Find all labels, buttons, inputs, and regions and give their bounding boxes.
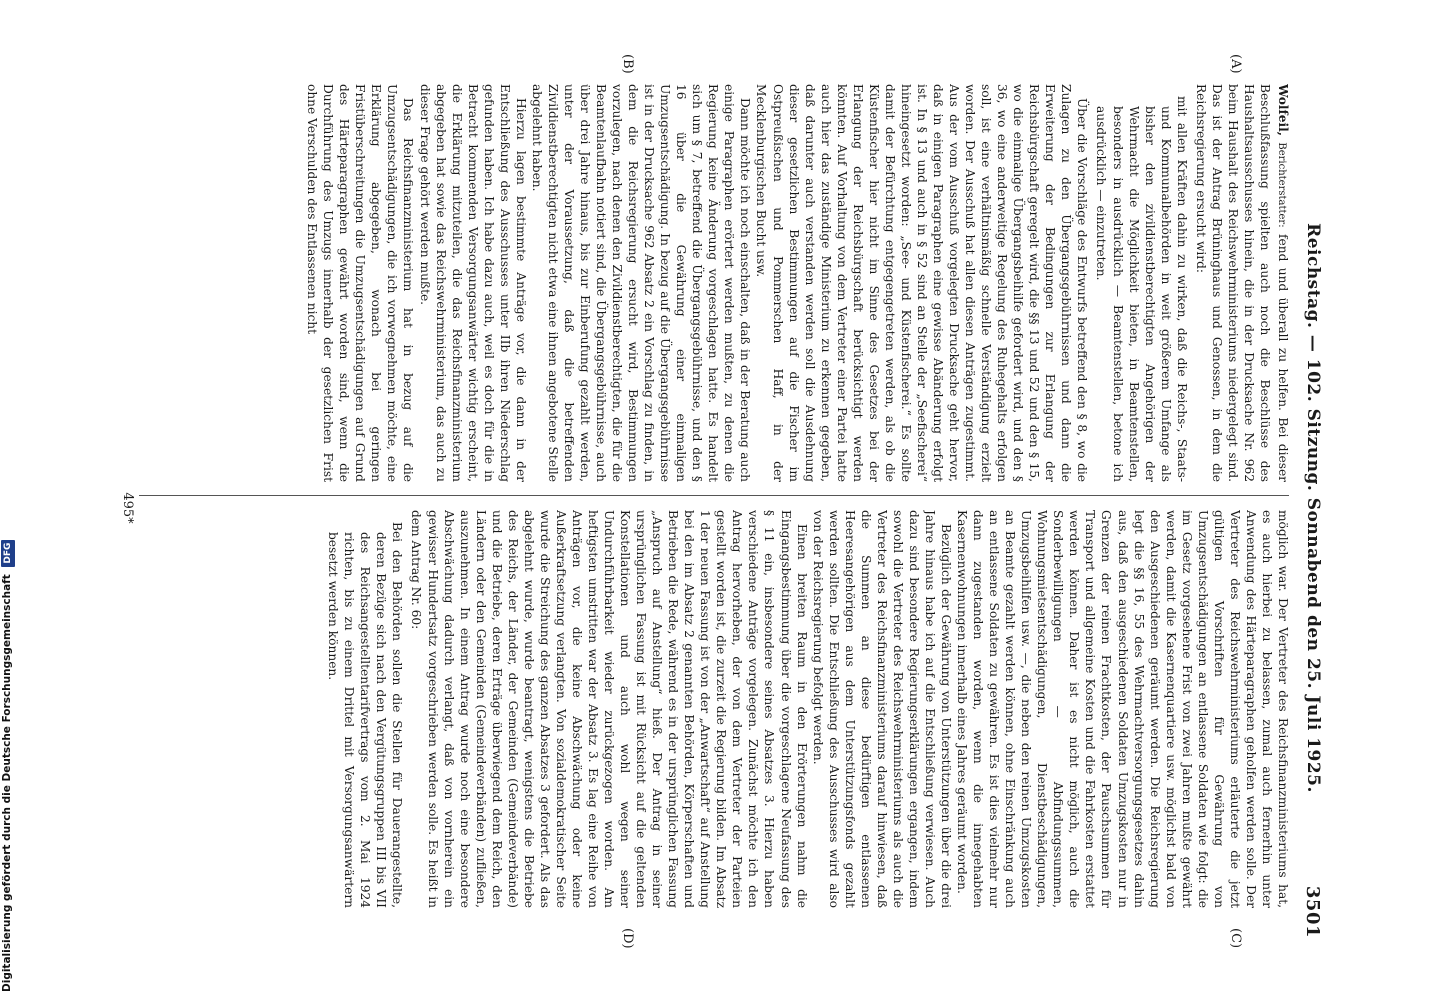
speaker-line [1193, 84, 1291, 482]
document-page [107, 54, 1325, 949]
margin-mark-c: (C) [1228, 928, 1243, 949]
digitization-footer [0, 0, 14, 1000]
header-title: Reichstag. — 102. Sitzung. Sonnabend den 25. Juli 1925. [1303, 223, 1323, 793]
page-number: 3501 [1302, 885, 1323, 938]
paragraph: fend und überall zu helfen. Bei dieser Beschlußfassung spielten auch noch die Beschlüsse des Haushaltsausschusses hinein, die in der Drucksache Nr. 962 beim Haushalt des Reichswehrministeriums niedergelegt sind. Das ist der Antrag Brüninghaus und Genossen, in dem die Reichsregierung ersucht wird: [1193, 84, 1290, 482]
speaker-role: Berichterstatter: [1276, 142, 1287, 228]
page-reference: 495* [120, 492, 135, 524]
paragraph: Das Reichsfinanzministerium hat in bezug auf die Umzugsentschädigungen, die ich vorwegnehmen möchte, eine Erklärung abgegeben, wonach bei geringen Fristüberschreitungen die Umzugsentschädigungen auf Grund des Härteparagraphen gewährt worden sind, wenn die Durchführung des Umzugs innerhalb der gesetzlichen Frist ohne Verschulden des Entlassenen nicht [305, 84, 416, 482]
paragraph: möglich war. Der Vertreter des Reichsfinanzministeriums hat, es auch hierbei zu belassen, zumal auch fernerhin unter Anwendung des Härteparagraphen geholfen werden solle. Der Vertreter des Reichswehrministeriums erläuterte die jetzt gültigen Vorschriften für Gewährung von Umzugsentschädigungen an entlassene Soldaten wie folgt: die im Gesetz vorgesehene Frist von zwei Jahren mußte gewährt werden, damit die Kasernenquartiere usw. möglichst bald von den Ausgeschiedenen geräumt werden. Die Reichsregierung legt die §§ 16, 55 des Wehrmachtversorgungsgesetzes dahin aus, daß den ausgeschiedenen Soldaten Umzugskosten nur in Grenzen der reinen Frachtkosten, der Pauschsummen für Transport und allgemeine Kosten und die Fahrkosten erstattet werden können. Daher ist es nicht möglich, auch die Sonderbewilligungen — Abfindungssummen, Wohnungsmietsentschädigungen, Dienstbeschädigungen, Umzugsbeihilfen usw. —, die neben den reinen Umzugskosten an Beamte gezahlt werden können, ohne Einschränkung auch an entlassene Soldaten zu gewähren. Es ist dies vielmehr nur dann zugestanden worden, wenn die innegehabten Kasernenwohnungen innerhalb eines Jahres geräumt worden. [955, 510, 1290, 908]
paragraph: Bezüglich der Gewährung von Unterstützungen über die drei Jahre hinaus habe ich auf die Entschließung verwiesen. Auch dazu sind besondere Regierungserklärungen ergangen, indem sowohl die Vertreter des Reichswehrministeriums als auch die Vertreter des Reichsfinanzministeriums darauf hinwiesen, daß die Summen an diese bedürftigen entlassenen Heeresangehörigen aus dem Unterstützungsfonds gezahlt werden sollten. Die Entschließung des Ausschusses wird also von der Reichsregierung befolgt werden. [810, 510, 954, 908]
paragraph: Einen breiten Raum in den Erörterungen nahm die Eingangsbestimmung über die vorgeschlagene Neufassung des § 11 ein, insbesondere seines Absatzes 3. Hierzu haben verschiedene Anträge vorgelegen. Zunächst möchte ich den Antrag hervorheben, der von dem Vertreter der Parteien gestellt worden ist, die zurzeit die Regierung bilden. Im Absatz 1 der neuen Fassung ist von der „Anwartschaft“ auf Anstellung bei den im Absatz 2 genannten Behörden, Körperschaften und Betrieben die Rede, während es in der ursprünglichen Fassung „Anspruch auf Anstellung“ hieß. Der Antrag in seiner ursprünglichen Fassung ist mit Rücksicht auf die geltenden Konstellationen und auch wohl wegen seiner Undurchführbarkeit wieder zurückgezogen worden. Am heftigsten umstritten war der Absatz 3. Es lag eine Reihe von Anträgen vor, die keine Abschwächung oder keine Außerkraftsetzung verlangten. Von sozialdemokratischer Seite wurde die Streichung des ganzen Absatzes 3 gefordert. Als das abgelehnt wurde, wurde beantragt, wenigstens die Betriebe des Reichs, der Länder, der Gemeinden (Gemeindeverbände) und die Betriebe, deren Erträge überwiegend dem Reich, den Ländern oder den Gemeinden (Gemeindeverbänden) zufließen, auszunehmen. In einem Antrag wurde noch eine besondere Abschwächung dadurch verlangt, daß von vornherein ein gewisser Hundertsatz vorgeschrieben werden solle. Es heißt in dem Antrag Nr. 60: [409, 510, 809, 908]
speaker-name: Wolfeil, [1276, 84, 1290, 136]
quoted-request: mit allen Kräften dahin zu wirken, daß die Reichs-, Staats- und Kommunalbehörden in weit größerem Umfange als bisher den zivildienstberechtigten Angehörigen der Wehrmacht die Möglichkeit bieten, in Beamtenstellen, besonders in ausdrücklich — Beamtenstellen, betone ich ausdrücklich — einzutreten. [1094, 96, 1189, 482]
margin-mark-b: (B) [620, 54, 635, 74]
margin-mark-a: (A) [1228, 54, 1243, 74]
quoted-motion: Bei den Behörden sollen die Stellen für Dauerangestellte, deren Bezüge sich nach den Vergütungsgruppen III bis VII des Reichsangestelltentarifvertrags vom 2. Mai 1924 richten, bis zu einem Drittel mit Versorgungsanwärtern besetzt werden können. [326, 522, 405, 908]
right-column [141, 510, 1291, 908]
page-header [1295, 78, 1325, 938]
dfg-logo: DFG [1, 540, 15, 567]
left-column [141, 84, 1291, 482]
column-divider [139, 495, 1289, 496]
paragraph: Hierzu lagen bestimmte Anträge vor, die dann in der Entschließung des Ausschusses unter IIb ihren Niederschlag gefunden haben. Ich habe dazu auch, weil es doch für die in Betracht kommenden Versorgungsanwärter wichtig erscheint, die Erklärung mitzuteilen, die das Reichsfinanzministerium abgegeben hat sowie das Reichswehrministerium, das auch zu dieser Frage gehört werden mußte. [417, 84, 528, 482]
margin-mark-d: (D) [620, 928, 635, 949]
paragraph: Über die Vorschläge des Entwurfs betreffend den § 8, wo die Zulagen zu den Übergangsgebührnissen und dann die Erweiterung der Bedingungen zur Erlangung der Reichsbürgschaft geregelt wird, die §§ 13 und 52 und den § 15, wo die einmalige Übergangsbeihilfe gefordert wird, und den § 36, wo eine anderweitige Regelung des Ruhegehalts erfolgen soll, ist eine verhältnismäßig schnelle Verständigung erzielt worden. Der Ausschuß hat allen diesen Anträgen zugestimmt. Aus der vom Ausschuß vorgelegten Drucksache geht hervor, daß in einigen Paragraphen eine gewisse Abänderung erfolgt ist. In § 13 und auch in § 52 sind an Stelle der „Seefischerei“ hineingesetzt worden: „See- und Küstenfischerei.“ Es sollte damit der Befürchtung entgegengetreten werden, als ob die Küstenfischer hier nicht im Sinne des Gesetzes bei der Erlangung der Reichsbürgschaft berücksichtigt werden könnten. Auf Vorhaltung von dem Vertreter einer Partei hatte auch hier das zuständige Ministerium zu erkennen gegeben, daß darunter auch verstanden werden soll die Ausdehnung dieser gesetzlichen Bestimmungen auf die Fischer im Ostpreußischen und Pommerschen Haff, in der Mecklenburgischen Bucht usw. [754, 84, 1090, 482]
digitization-note: Digitalisierung gefördert durch die Deutsche Forschungsgemeinschaft [1, 574, 13, 992]
paragraph: Dann möchte ich noch einschalten, daß in der Beratung auch einige Paragraphen erörtert werden mußten, zu denen die Regierung keine Änderung vorgeschlagen hatte. Es handelt sich um § 7, betreffend die Übergangsgebührnisse, und den § 16 über die Gewährung einer einmaligen Umzugsentschädigung. In bezug auf die Übergangsgebührnisse ist in der Drucksache 962 Absatz 2 ein Vorschlag zu finden, in dem die Reichsregierung ersucht wird, Bestimmungen vorzulegen, nach denen den Zivildienstberechtigten, die für die Beamtenlaufbahn notiert sind, die Übergangsgebührnisse, auch über drei Jahre hinaus, bis zur Einberufung gezahlt werden, unter der Voraussetzung, daß die betreffenden Zivildienstberechtigten nicht etwa eine ihnen angebotene Stelle abgelehnt haben. [529, 84, 753, 482]
